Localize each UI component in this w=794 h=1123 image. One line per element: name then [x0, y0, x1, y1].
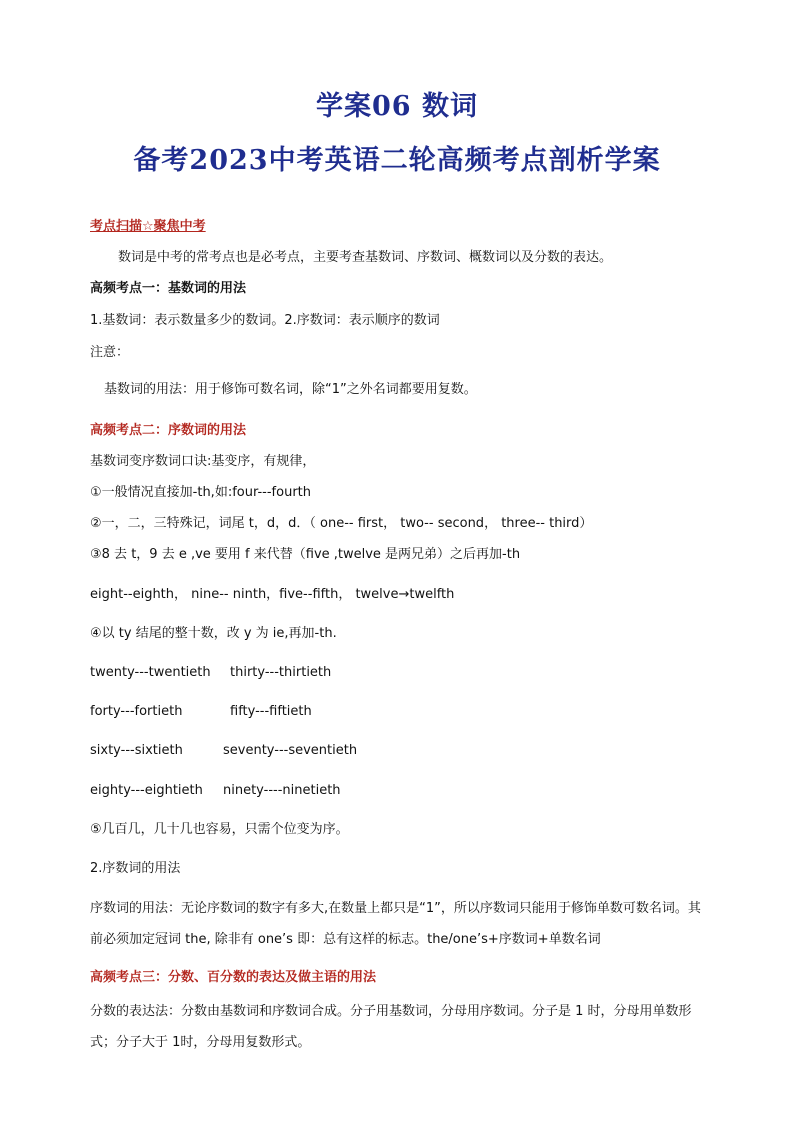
ordinal-usage-paragraph: 序数词的用法：无论序数词的数字有多大,在数量上都只是“1”，所以序数词只能用于修饰单数可数名词。其前必须加定冠词 the, 除非有 one’s 即：总有这样的标志。the/one’s+序数词+单数名词: [90, 901, 701, 947]
ordinal-rule-1: ①一般情况直接加-th,如:four---fourth: [90, 485, 312, 500]
doc-title-line2: 备考2023中考英语二轮高频考点剖析学案: [133, 145, 661, 176]
cardinal-definition: 1.基数词：表示数量多少的数词。2.序数词：表示顺序的数词: [90, 313, 440, 328]
section-heading-cardinal: 高频考点一：基数词的用法: [90, 281, 247, 296]
pair-left: sixty---sixtieth: [90, 743, 183, 758]
section-heading-scan: 考点扫描☆聚焦中考: [90, 219, 206, 234]
section-heading-ordinal: 高频考点二：序数词的用法: [90, 423, 247, 438]
ordinal-rule-5: ⑤几百几，几十几也容易，只需个位变为序。: [90, 822, 349, 837]
pair-left: twenty---twentieth: [90, 665, 211, 680]
intro-paragraph: 数词是中考的常考点也是必考点，主要考查基数词、序数词、概数词以及分数的表达。: [118, 250, 613, 265]
pair-right: fifty---fiftieth: [230, 704, 312, 719]
ordinal-usage-subheading: 2.序数词的用法: [90, 861, 181, 876]
doc-title-line1: 学案06 数词: [316, 91, 478, 122]
fraction-paragraph: 分数的表达法：分数由基数词和序数词合成。分子用基数词，分母用序数词。分子是 1 时，分母用单数形式；分子大于 1时，分母用复数形式。: [90, 1004, 692, 1050]
ordinal-rhyme: 基数词变序数词口诀:基变序，有规律，: [90, 454, 316, 469]
section-heading-fraction: 高频考点三：分数、百分数的表达及做主语的用法: [90, 970, 377, 985]
pair-right: thirty---thirtieth: [230, 665, 332, 680]
pair-right: ninety----ninetieth: [223, 783, 341, 798]
ordinal-rule-4: ④以 ty 结尾的整十数，改 y 为 ie,再加-th.: [90, 626, 337, 641]
ordinal-rule-3-examples: eight--eighth， nine-- ninth，five--fifth， twelve→twelfth: [90, 587, 455, 602]
pair-left: forty---fortieth: [90, 704, 183, 719]
pair-left: eighty---eightieth: [90, 783, 203, 798]
ordinal-rule-3: ③8 去 t，9 去 e ,ve 要用 f 来代替（five ,twelve 是两兄弟）之后再加-th: [90, 547, 521, 562]
note-label: 注意：: [90, 345, 130, 360]
ordinal-rule-2: ②一，二，三特殊记，词尾 t，d，d．（ one-- first， two-- second， three-- third）: [90, 516, 593, 531]
cardinal-usage: 基数词的用法：用于修饰可数名词，除“1”之外名词都要用复数。: [104, 382, 477, 397]
pair-right: seventy---seventieth: [223, 743, 358, 758]
